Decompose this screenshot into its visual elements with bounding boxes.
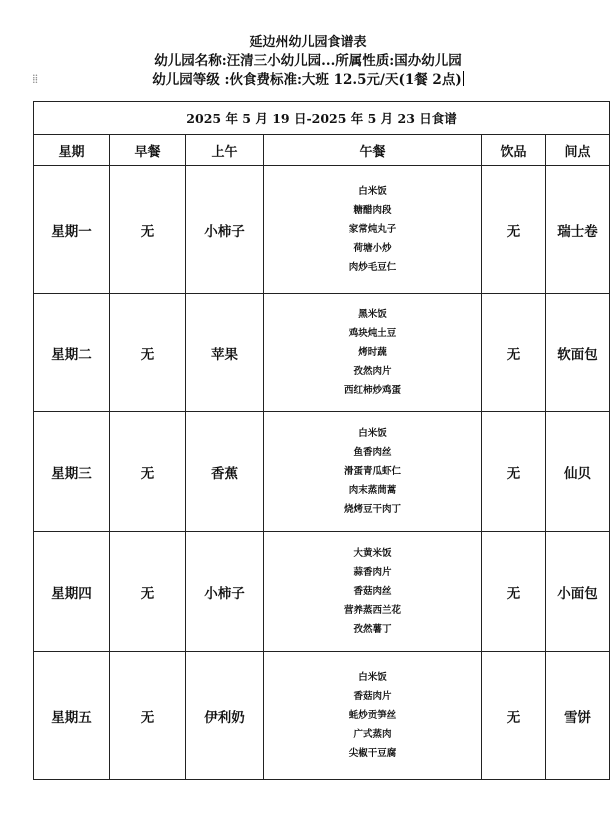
snack-cell: 小面包 (546, 532, 610, 652)
table-move-handle-icon[interactable]: ⁞⁞ (32, 72, 38, 87)
dish-item: 白米饭 (358, 186, 387, 197)
dish-item: 香菇肉丝 (353, 586, 392, 597)
column-header-breakfast: 早餐 (110, 135, 186, 166)
dish-item: 肉炒毛豆仁 (348, 262, 397, 273)
dish-item: 肉末蒸茼蒿 (348, 485, 397, 496)
breakfast-cell: 无 (110, 166, 186, 294)
dish-item: 滑蛋青瓜虾仁 (343, 466, 401, 477)
lunch-cell (264, 166, 482, 294)
fee-standard-text: 幼儿园等级 :伙食费标准:大班 12.5元/天(1餐 2点) (152, 72, 462, 88)
dish-item: 鱼香肉丝 (353, 447, 392, 458)
dish-item: 蒜香肉片 (353, 567, 392, 578)
day-cell: 星期二 (34, 294, 110, 412)
dish-item: 家常炖丸子 (348, 224, 397, 235)
menu-table (33, 101, 610, 780)
text-cursor (463, 71, 464, 86)
day-cell: 星期五 (34, 652, 110, 780)
snack-cell: 瑞士卷 (546, 166, 610, 294)
dish-item: 荷塘小炒 (353, 243, 392, 254)
table-row (34, 412, 610, 532)
morning-cell: 小柿子 (186, 532, 264, 652)
drink-cell: 无 (482, 166, 546, 294)
dish-item: 香菇肉片 (353, 691, 392, 702)
kindergarten-info: 幼儿园名称:汪清三小幼儿园...所属性质:国办幼儿园 (154, 53, 462, 69)
breakfast-cell: 无 (110, 532, 186, 652)
dish-item: 孜然肉片 (353, 366, 392, 377)
table-row (34, 652, 610, 780)
table-row (34, 532, 610, 652)
dish-item: 鸡块炖土豆 (348, 328, 397, 339)
dish-item: 西红柿炒鸡蛋 (343, 385, 401, 396)
table-caption: 2025 年 5 月 19 日-2025 年 5 月 23 日食谱 (34, 102, 610, 135)
fee-standard-line[interactable] (0, 71, 616, 90)
column-header-morning: 上午 (186, 135, 264, 166)
breakfast-cell: 无 (110, 652, 186, 780)
morning-cell: 香蕉 (186, 412, 264, 532)
drink-cell: 无 (482, 412, 546, 532)
dish-item: 白米饭 (358, 428, 387, 439)
day-cell: 星期一 (34, 166, 110, 294)
snack-cell: 软面包 (546, 294, 610, 412)
morning-cell: 伊利奶 (186, 652, 264, 780)
column-header-lunch: 午餐 (264, 135, 482, 166)
dish-item: 烤时蔬 (358, 347, 387, 358)
lunch-cell (264, 412, 482, 532)
column-header-drink: 饮品 (482, 135, 546, 166)
dish-item: 营养蒸西兰花 (343, 605, 401, 616)
breakfast-cell: 无 (110, 412, 186, 532)
dish-item: 烧烤豆干肉丁 (343, 504, 401, 515)
column-header-snack: 间点 (546, 135, 610, 166)
dish-item: 大黄米饭 (353, 548, 392, 559)
day-cell: 星期四 (34, 532, 110, 652)
table-row (34, 294, 610, 412)
dish-item: 孜然薯丁 (353, 624, 392, 635)
table-row (34, 166, 610, 294)
lunch-cell (264, 294, 482, 412)
document-header (0, 34, 616, 90)
breakfast-cell: 无 (110, 294, 186, 412)
dish-item: 尖椒干豆腐 (348, 748, 397, 759)
dish-item: 蚝炒贡笋丝 (348, 710, 397, 721)
lunch-cell (264, 652, 482, 780)
drink-cell: 无 (482, 652, 546, 780)
dish-item: 广式蒸肉 (353, 729, 392, 740)
morning-cell: 小柿子 (186, 166, 264, 294)
drink-cell: 无 (482, 294, 546, 412)
drink-cell: 无 (482, 532, 546, 652)
lunch-cell (264, 532, 482, 652)
morning-cell: 苹果 (186, 294, 264, 412)
dish-item: 糖醋肉段 (353, 205, 392, 216)
document-title: 延边州幼儿园食谱表 (249, 35, 367, 50)
dish-item: 黑米饭 (358, 309, 387, 320)
day-cell: 星期三 (34, 412, 110, 532)
column-header-day: 星期 (34, 135, 110, 166)
snack-cell: 雪饼 (546, 652, 610, 780)
dish-item: 白米饭 (358, 672, 387, 683)
snack-cell: 仙贝 (546, 412, 610, 532)
